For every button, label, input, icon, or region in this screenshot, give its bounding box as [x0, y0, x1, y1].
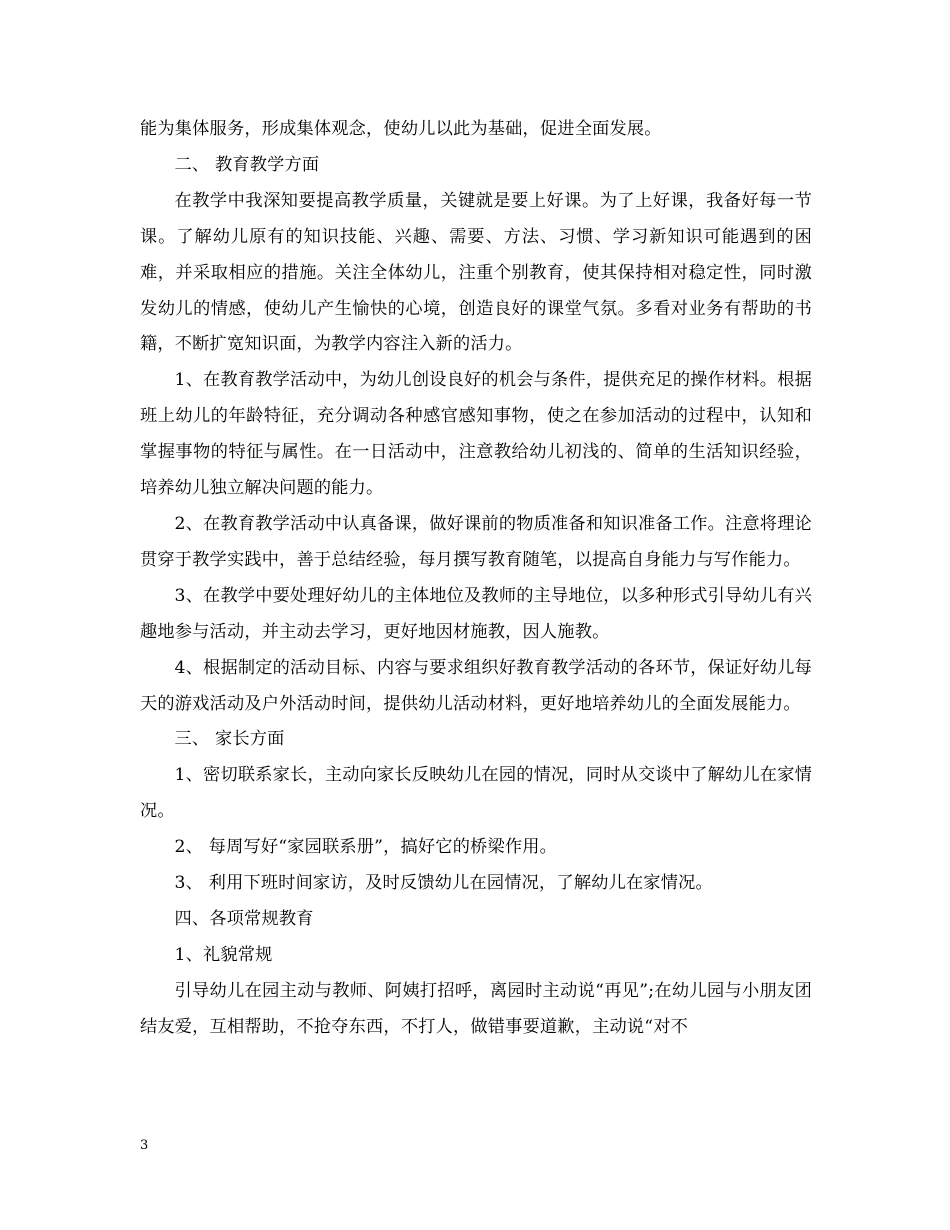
- paragraph-teaching-item-3: 3、在教学中要处理好幼儿的主体地位及教师的主导地位，以多种形式引导幼儿有兴趣地参与活动，并主动去学习，更好地因材施教，因人施教。: [140, 585, 812, 642]
- section-heading-routines: 四、各项常规教育: [174, 908, 314, 929]
- section-heading-teaching: 二、 教育教学方面: [174, 154, 320, 175]
- paragraph-teaching-item-1: 1、在教育教学活动中，为幼儿创设良好的机会与条件，提供充足的操作材料。根据班上幼儿的年龄特征，充分调动各种感官感知事物，使之在参加活动的过程中，认知和掌握事物的特征与属性。在一日活动中，注意教给幼儿初浅的、简单的生活知识经验，培养幼儿独立解决问题的能力。: [140, 370, 812, 499]
- page-number: 3: [140, 1138, 149, 1153]
- paragraph-parents-item-2: 2、 每周写好“家园联系册”，搞好它的桥梁作用。: [174, 837, 558, 858]
- paragraph-teaching-intro: 在教学中我深知要提高教学质量，关键就是要上好课。为了上好课，我备好每一节课。了解幼儿原有的知识技能、兴趣、需要、方法、习惯、学习新知识可能遇到的困难，并采取相应的措施。关注全体幼儿，注重个别教育，使其保持相对稳定性，同时激发幼儿的情感，使幼儿产生愉快的心境，创造良好的课堂气氛。多看对业务有帮助的书籍，不断扩宽知识面，为教学内容注入新的活力。: [140, 190, 812, 355]
- paragraph-parents-item-1: 1、密切联系家长，主动向家长反映幼儿在园的情况，同时从交谈中了解幼儿在家情况。: [140, 765, 812, 822]
- paragraph-courtesy: 引导幼儿在园主动与教师、阿姨打招呼，离园时主动说“再见”;在幼儿园与小朋友团结友爱，互相帮助，不抢夺东西，不打人，做错事要道歉，主动说“对不: [140, 980, 812, 1037]
- paragraph-continuation: 能为集体服务，形成集体观念，使幼儿以此为基础，促进全面发展。: [140, 119, 662, 139]
- section-heading-parents: 三、 家长方面: [174, 729, 285, 750]
- document-body: [140, 112, 812, 1046]
- paragraph-parents-item-3: 3、 利用下班时间家访，及时反馈幼儿在园情况，了解幼儿在家情况。: [174, 873, 713, 894]
- paragraph-teaching-item-4: 4、根据制定的活动目标、内容与要求组织好教育教学活动的各环节，保证好幼儿每天的游戏活动及户外活动时间，提供幼儿活动材料，更好地培养幼儿的全面发展能力。: [140, 657, 812, 714]
- subheading-courtesy: 1、礼貌常规: [174, 944, 273, 965]
- paragraph-teaching-item-2: 2、在教育教学活动中认真备课，做好课前的物质准备和知识准备工作。注意将理论贯穿于教学实践中，善于总结经验，每月撰写教育随笔，以提高自身能力与写作能力。: [140, 513, 812, 570]
